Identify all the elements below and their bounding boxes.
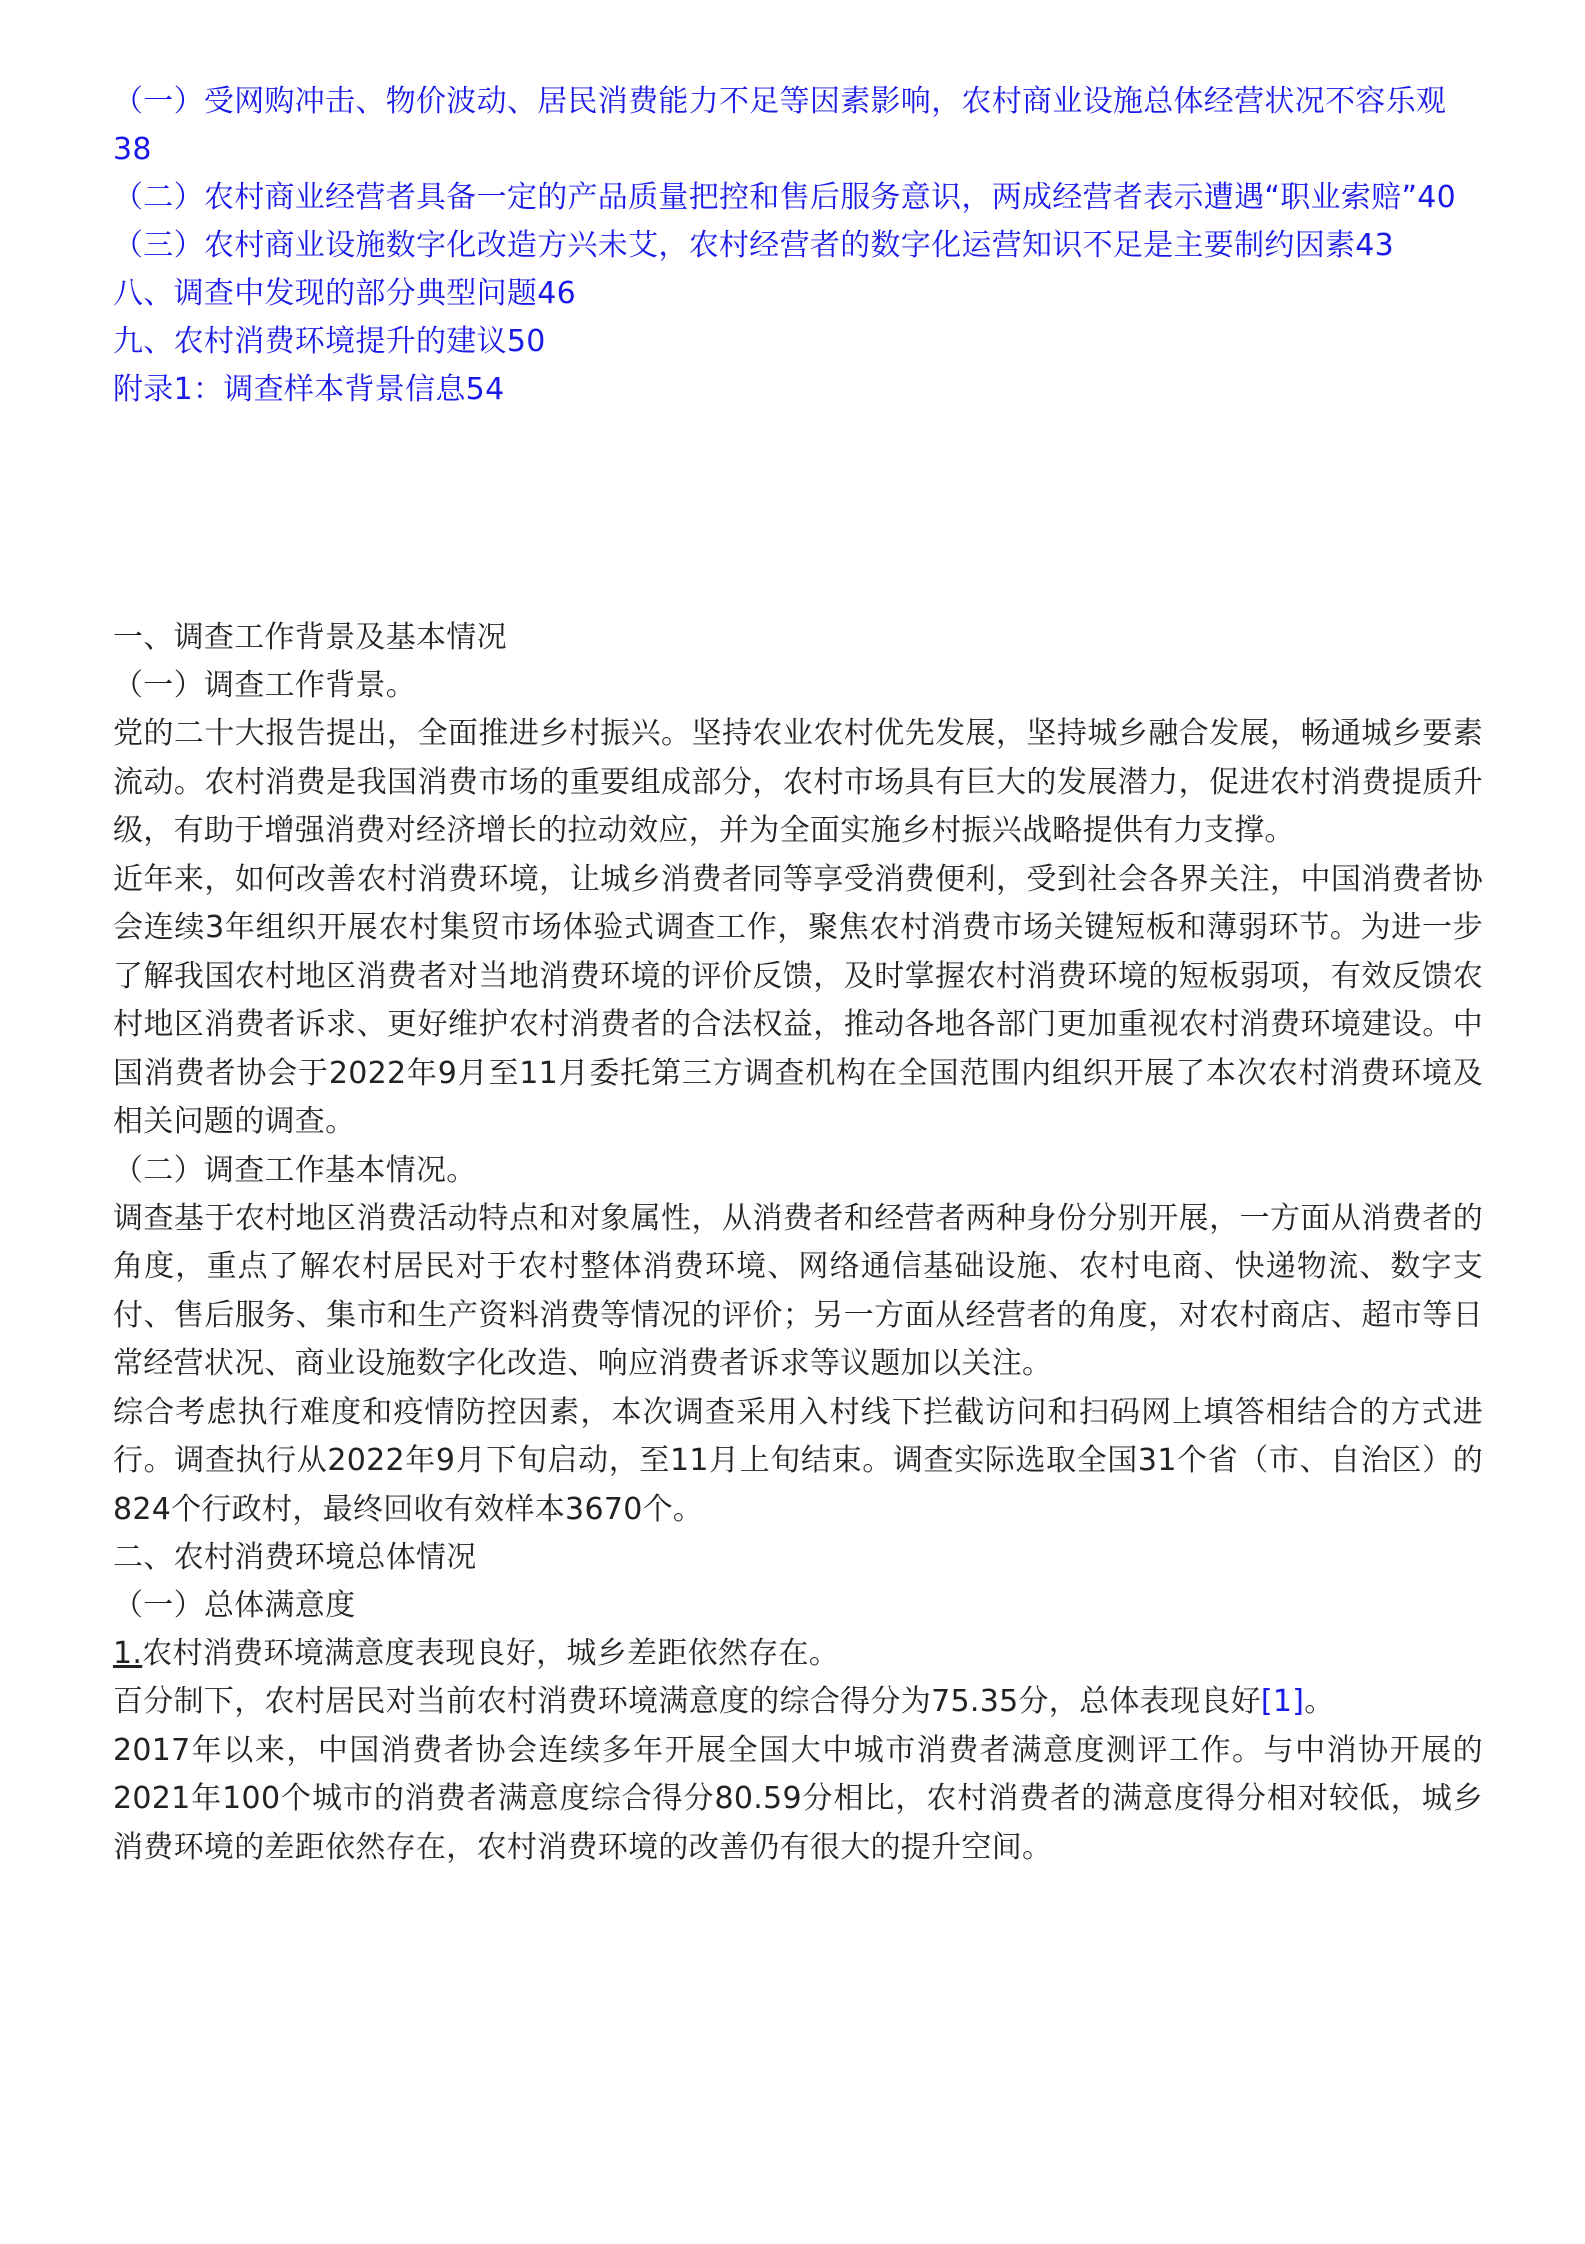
toc-link-section-9[interactable]: 九、农村消费环境提升的建议50 [113,324,546,359]
toc-link-appendix-1[interactable]: 附录1：调查样本背景信息54 [113,372,505,407]
section-2-heading: 二、农村消费环境总体情况 [113,1540,477,1575]
point-1-text: 农村消费环境满意度表现良好，城乡差距依然存在。 [142,1636,840,1671]
paragraph-survey-method: 综合考虑执行难度和疫情防控因素，本次调查采用入村线下拦截访问和扫码网上填答相结合的方式进行。调查执行从2022年9月下旬启动，至11月上旬结束。调查实际选取全国31个省（市、自治区）的824个行政村，最终回收有效样本3670个。 [113,1394,1483,1527]
section-1-subheading-background: （一）调查工作背景。 [113,668,416,703]
toc-link-7-3[interactable]: （三）农村商业设施数字化改造方兴未艾，农村经营者的数字化运营知识不足是主要制约因素43 [113,228,1395,263]
point-1-heading [113,1630,1483,1678]
footnote-link-1[interactable]: [1] [1260,1684,1305,1719]
paragraph-city-comparison: 2017年以来，中国消费者协会连续多年开展全国大中城市消费者满意度测评工作。与中消协开展的2021年100个城市的消费者满意度综合得分80.59分相比，农村消费者的满意度得分相对较低，城乡消费环境的差距依然存在，农村消费环境的改善仍有很大的提升空间。 [113,1732,1483,1865]
section-1-heading: 一、调查工作背景及基本情况 [113,620,507,655]
section-1-subheading-basic-info: （二）调查工作基本情况。 [113,1152,477,1188]
toc-link-section-8[interactable]: 八、调查中发现的部分典型问题46 [113,276,576,311]
document-body [113,614,1483,1872]
paragraph-score [113,1678,1483,1727]
toc-link-7-2[interactable]: （二）农村商业经营者具备一定的产品质量把控和售后服务意识，两成经营者表示遭遇“职业索赔”40 [113,180,1457,215]
paragraph-survey-basis: 调查基于农村地区消费活动特点和对象属性，从消费者和经营者两种身份分别开展，一方面从消费者的角度，重点了解农村居民对于农村整体消费环境、网络通信基础设施、农村电商、快递物流、数字支付、售后服务、集市和生产资料消费等情况的评价；另一方面从经营者的角度，对农村商店、超市等日常经营状况、商业设施数字化改造、响应消费者诉求等议题加以关注。 [113,1200,1483,1381]
section-2-subheading-satisfaction: （一）总体满意度 [113,1588,356,1623]
score-text: 百分制下，农村居民对当前农村消费环境满意度的综合得分为75.35分，总体表现良好 [113,1684,1261,1719]
score-text-end: 。 [1304,1684,1335,1719]
paragraph-background: 党的二十大报告提出，全面推进乡村振兴。坚持农业农村优先发展，坚持城乡融合发展，畅通城乡要素流动。农村消费是我国消费市场的重要组成部分，农村市场具有巨大的发展潜力，促进农村消费提质升级，有助于增强消费对经济增长的拉动效应，并为全面实施乡村振兴战略提供有力支撑。 [113,716,1483,848]
point-number: 1. [113,1636,143,1671]
paragraph-recent-years: 近年来，如何改善农村消费环境，让城乡消费者同等享受消费便利，受到社会各界关注，中国消费者协会连续3年组织开展农村集贸市场体验式调查工作，聚焦农村消费市场关键短板和薄弱环节。为进一步了解我国农村地区消费者对当地消费环境的评价反馈，及时掌握农村消费环境的短板弱项，有效反馈农村地区消费者诉求、更好维护农村消费者的合法权益，推动各地各部门更加重视农村消费环境建设。中国消费者协会于2022年9月至11月委托第三方调查机构在全国范围内组织开展了本次农村消费环境及相关问题的调查。 [113,861,1483,1139]
toc-link-7-1[interactable]: （一）受网购冲击、物价波动、居民消费能力不足等因素影响，农村商业设施总体经营状况不容乐观38 [113,84,1447,167]
table-of-contents [113,78,1483,414]
document-page [113,78,1483,1872]
